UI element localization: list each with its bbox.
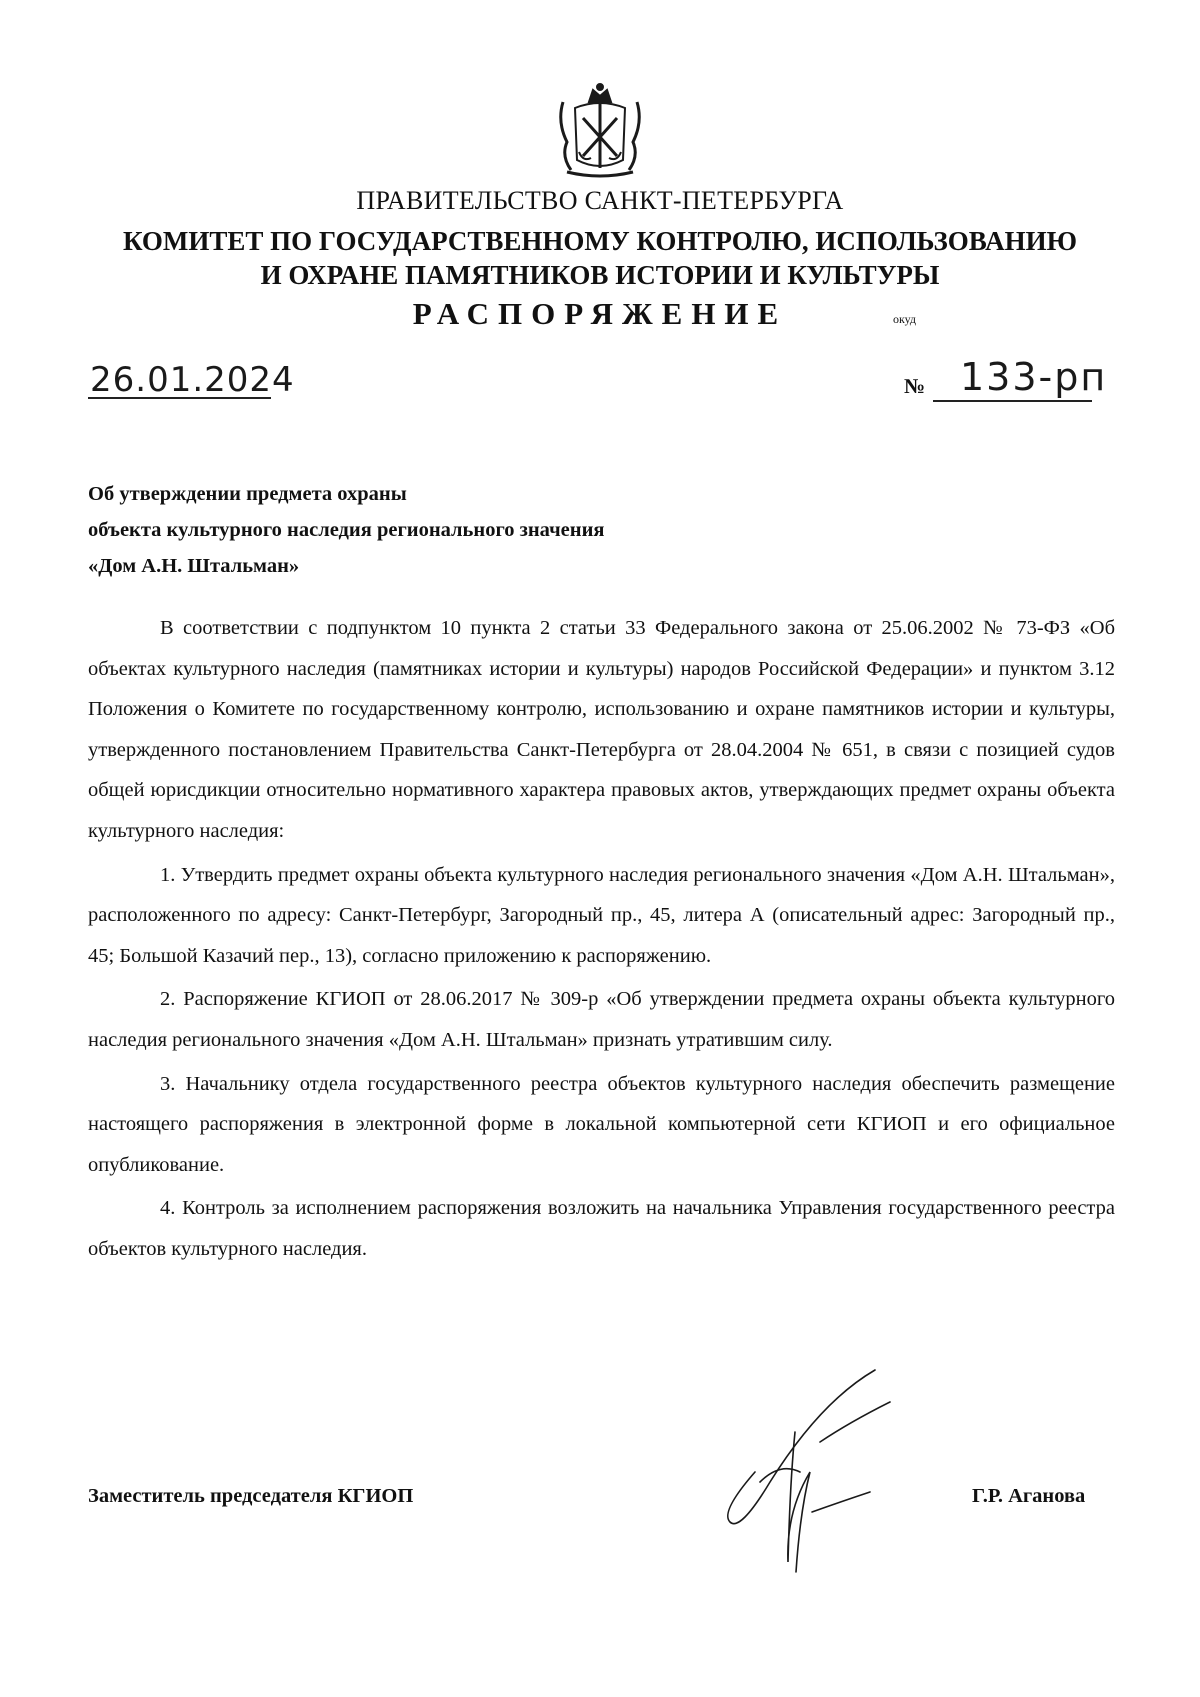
document-body (88, 608, 1115, 1273)
document-subject (88, 476, 604, 584)
date-underline (88, 397, 271, 399)
body-paragraph-item-2: 2. Распоряжение КГИОП от 28.06.2017 № 309-р «Об утверждении предмета охраны объекта культурного наследия регионального значения «Дом А.Н. Штальман» признать утратившим силу. (88, 988, 1115, 1051)
committee-heading-line-1: КОМИТЕТ ПО ГОСУДАРСТВЕННОМУ КОНТРОЛЮ, ИСПОЛЬЗОВАНИЮ (123, 226, 1077, 256)
document-number: 133-рп (960, 355, 1108, 399)
signer-title: Заместитель председателя КГИОП (88, 1485, 414, 1507)
number-underline (933, 400, 1092, 402)
signer-name: Г.Р. Аганова (972, 1485, 1086, 1507)
body-paragraph-preamble: В соответствии с подпунктом 10 пункта 2 статьи 33 Федерального закона от 25.06.2002 № 73-ФЗ «Об объектах культурного наследия (памятниках истории и культуры) народов Российской Федерации» и пунктом 3.12 Положения о Комитете по государственному контролю, использованию и охране памятников истории и культуры, утвержденного постановлением Правительства Санкт-Петербурга от 28.04.2004 № 651, в связи с позицией судов общей юрисдикции относительно нормативного характера правовых актов, утверждающих предмет охраны объекта культурного наследия: (88, 617, 1115, 842)
document-date: 26.01.2024 (90, 360, 295, 400)
body-paragraph-item-3: 3. Начальнику отдела государственного реестра объектов культурного наследия обеспечить размещение настоящего распоряжения в электронной форме в локальной компьютерной сети КГИОП и его официальное опубликование. (88, 1072, 1115, 1176)
handwritten-signature-icon (700, 1362, 900, 1580)
okud-label: окуд (893, 312, 917, 326)
subject-line: «Дом А.Н. Штальман» (88, 555, 300, 577)
body-paragraph-item-1: 1. Утвердить предмет охраны объекта культурного наследия регионального значения «Дом А.Н. Штальман», расположенного по адресу: Санкт-Петербург, Загородный пр., 45, литера А (описательный адрес: Загородный пр., 45; Большой Казачий пер., 13), согласно приложению к распоряжению. (88, 863, 1115, 967)
number-label: № (904, 374, 926, 398)
body-paragraph-item-4: 4. Контроль за исполнением распоряжения возложить на начальника Управления государственного реестра объектов культурного наследия. (88, 1197, 1115, 1260)
committee-heading-line-2: И ОХРАНЕ ПАМЯТНИКОВ ИСТОРИИ И КУЛЬТУРЫ (260, 260, 940, 290)
government-heading: ПРАВИТЕЛЬСТВО САНКТ-ПЕТЕРБУРГА (356, 186, 844, 215)
subject-line: объекта культурного наследия регионального значения (88, 519, 605, 541)
committee-heading (0, 224, 1200, 292)
document-type-heading: РАСПОРЯЖЕНИЕ (412, 296, 788, 331)
subject-line: Об утверждении предмета охраны (88, 483, 407, 505)
coat-of-arms-icon (553, 82, 647, 178)
